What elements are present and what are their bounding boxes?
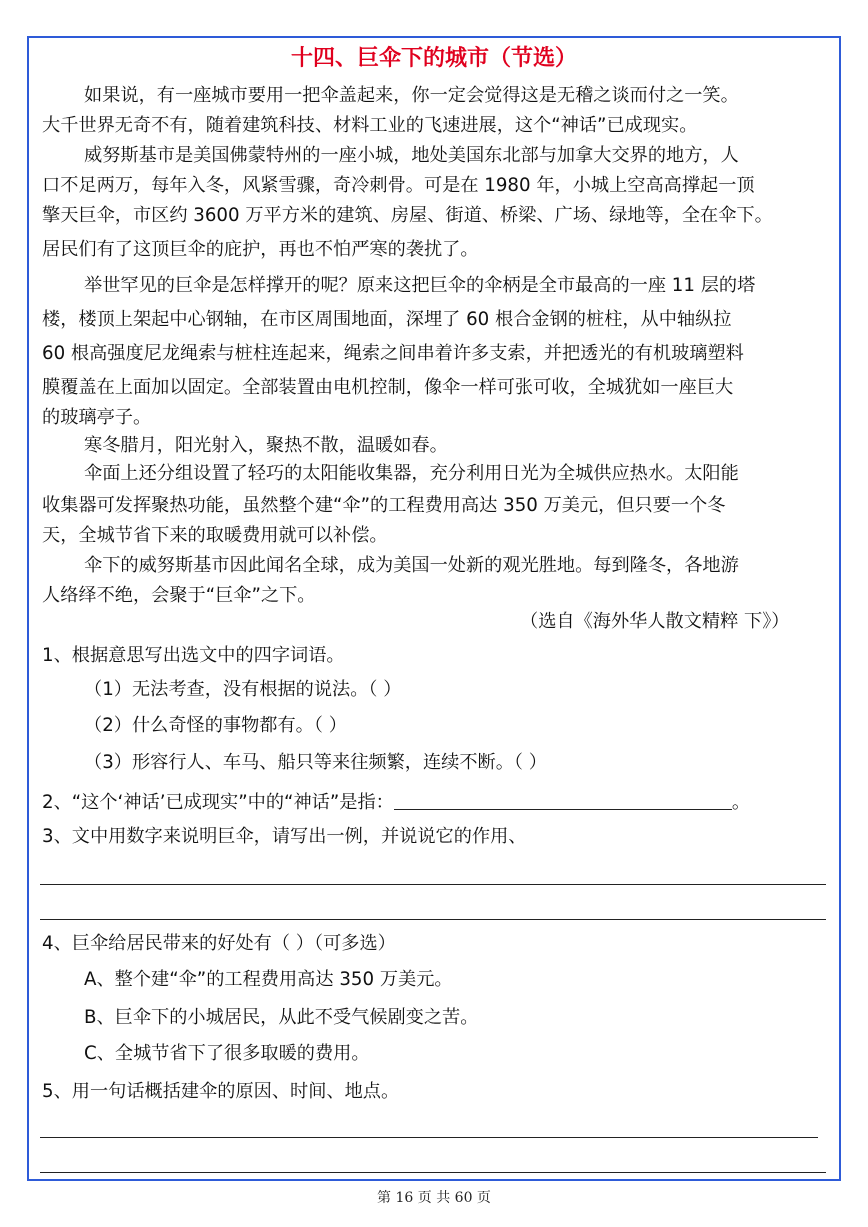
passage-line: 膜覆盖在上面加以固定。全部装置由电机控制，像伞一样可张可收，全城犹如一座巨大 xyxy=(42,377,734,398)
question-5: 5、用一句话概括建伞的原因、时间、地点。 xyxy=(42,1081,400,1102)
question-2 xyxy=(42,788,750,818)
passage-line: 如果说，有一座城市要用一把伞盖起来，你一定会觉得这是无稽之谈而付之一笑。 xyxy=(84,85,739,106)
passage-line: 寒冬腊月，阳光射入，聚热不散，温暖如春。 xyxy=(84,435,448,456)
question-1-item-3: （3）形容行人、车马、船只等来往频繁，连续不断。（ ） xyxy=(84,752,547,773)
passage-line: 居民们有了这顶巨伞的庇护，再也不怕严寒的袭扰了。 xyxy=(42,239,479,260)
question-1-item-2: （2）什么奇怪的事物都有。（ ） xyxy=(84,715,347,736)
passage-line: 天，全城节省下来的取暖费用就可以补偿。 xyxy=(42,525,388,546)
passage-line: 口不足两万，每年入冬，风紧雪骤，奇冷刺骨。可是在 1980 年，小城上空高高撑起一顶 xyxy=(42,175,755,196)
passage-line: 楼，楼顶上架起中心钢轴，在市区周围地面，深埋了 60 根合金钢的桩柱，从中轴纵拉 xyxy=(42,309,732,330)
answer-line[interactable] xyxy=(40,884,826,885)
question-2-text: 2、“这个‘神话’已成现实”中的“神话”是指： xyxy=(42,792,394,813)
question-1: 1、根据意思写出选文中的四字词语。 xyxy=(42,645,345,666)
answer-line[interactable] xyxy=(40,1137,818,1138)
question-4: 4、巨伞给居民带来的好处有（ ）（可多选） xyxy=(42,933,396,954)
passage-line: 人络绎不绝，会聚于“巨伞”之下。 xyxy=(42,585,316,606)
passage-line: 大千世界无奇不有，随着建筑科技、材料工业的飞速进展，这个“神话”已成现实。 xyxy=(42,115,698,136)
option-b[interactable]: B、巨伞下的小城居民，从此不受气候剧变之苦。 xyxy=(84,1007,479,1028)
answer-line[interactable] xyxy=(40,919,826,920)
page-number: 第 16 页 共 60 页 xyxy=(377,1190,491,1206)
option-a[interactable]: A、整个建“伞”的工程费用高达 350 万美元。 xyxy=(84,969,453,990)
page-title: 十四、巨伞下的城市（节选） xyxy=(290,46,577,71)
passage-line: 的玻璃亭子。 xyxy=(42,407,152,428)
question-2-period: 。 xyxy=(731,792,751,813)
passage-line: 60 根高强度尼龙绳索与桩柱连起来，绳索之间串着许多支索，并把透光的有机玻璃塑料 xyxy=(42,343,744,364)
passage-line: 威努斯基市是美国佛蒙特州的一座小城，地处美国东北部与加拿大交界的地方，人 xyxy=(84,145,739,166)
answer-line[interactable] xyxy=(40,1172,826,1173)
passage-line: 伞面上还分组设置了轻巧的太阳能收集器，充分利用日光为全城供应热水。太阳能 xyxy=(84,463,739,484)
question-1-item-1: （1）无法考查，没有根据的说法。（ ） xyxy=(84,679,402,700)
option-c[interactable]: C、全城节省下了很多取暖的费用。 xyxy=(84,1043,370,1064)
question-3: 3、文中用数字来说明巨伞，请写出一例，并说说它的作用、 xyxy=(42,826,527,847)
passage-line: 收集器可发挥聚热功能，虽然整个建“伞”的工程费用高达 350 万美元，但只要一个冬 xyxy=(42,495,726,516)
passage-line: 举世罕见的巨伞是怎样撑开的呢？原来这把巨伞的伞柄是全市最高的一座 11 层的塔 xyxy=(84,275,756,296)
passage-line: 伞下的威努斯基市因此闻名全球，成为美国一处新的观光胜地。每到隆冬，各地游 xyxy=(84,555,739,576)
passage-line: 擎天巨伞，市区约 3600 万平方米的建筑、房屋、街道、桥梁、广场、绿地等，全在伞下。 xyxy=(42,205,773,226)
question-2-answer-blank[interactable] xyxy=(394,789,732,810)
source-citation: （选自《海外华人散文精粹 下》） xyxy=(520,611,790,632)
